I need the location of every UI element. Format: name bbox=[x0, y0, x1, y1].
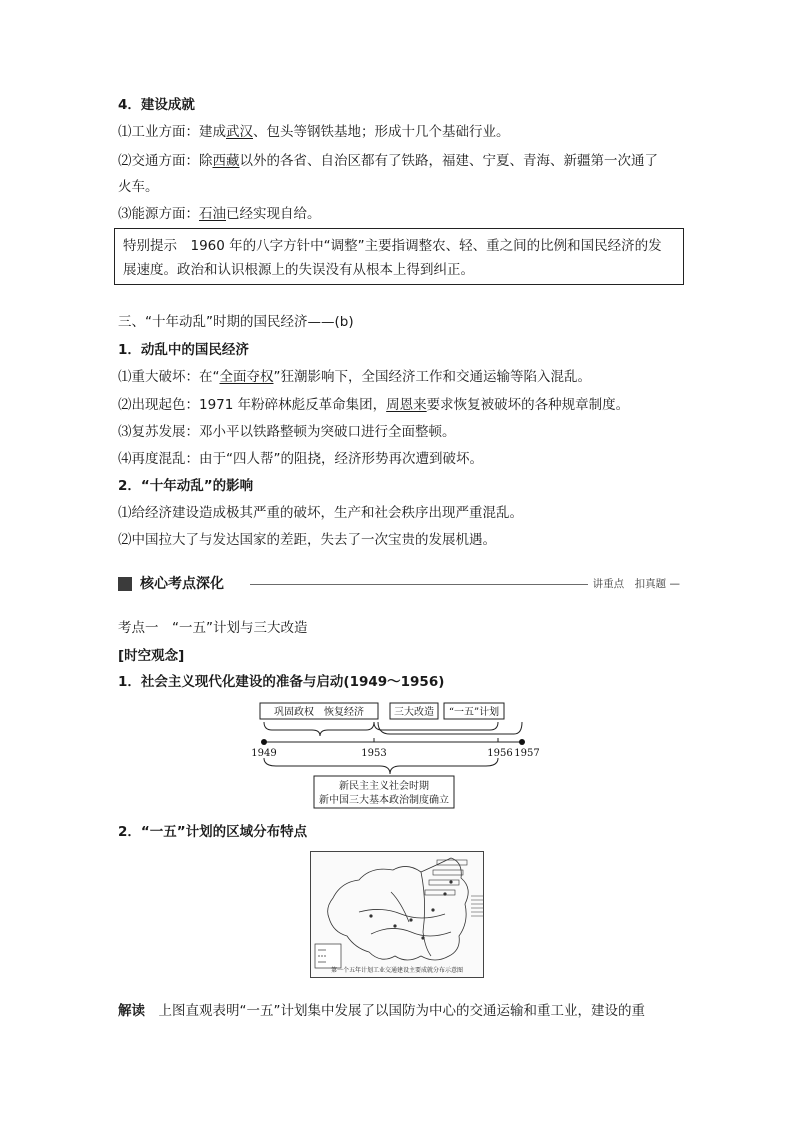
map-railway-2 bbox=[371, 928, 451, 936]
map-caption: 第一个五年计划工业交通建设主要成就分布示意图 bbox=[330, 967, 463, 974]
year-1949: 1949 bbox=[251, 748, 277, 759]
figure-heading: 2．“一五”计划的区域分布特点 bbox=[118, 824, 308, 840]
tip-line-1: 特别提示 1960 年的八字方针中“调整”主要指调整农、轻、重之间的比例和国民经济的发 bbox=[123, 238, 662, 254]
list-item: ⑴工业方面：建成武汉、包头等钢铁基地；形成十几个基础行业。 bbox=[118, 124, 510, 140]
dot-1957 bbox=[519, 739, 525, 745]
map-city-dot bbox=[393, 924, 396, 927]
core-section-title: 核心考点深化 bbox=[140, 576, 224, 592]
map-label-box bbox=[433, 870, 463, 875]
square-icon bbox=[118, 577, 132, 591]
reading-paragraph: 解读 上图直观表明“一五”计划集中发展了以国防为中心的交通运输和重工业，建设的重 bbox=[118, 1003, 645, 1019]
divider bbox=[250, 584, 588, 585]
part-heading: 三、“十年动乱”时期的国民经济——(b) bbox=[118, 314, 354, 330]
map-city-dot bbox=[449, 880, 452, 883]
timeline-bottom-line-2: 新中国三大基本政治制度确立 bbox=[319, 795, 449, 806]
list-item: ⑵交通方面：除西藏以外的各省、自治区都有了铁路，福建、宁夏、青海、新疆第一次通了 bbox=[118, 153, 658, 169]
timeline-label-first-five-year-plan: “一五”计划 bbox=[448, 707, 500, 718]
tip-line-2: 展速度。政治和认识根源上的失误没有从根本上得到纠正。 bbox=[123, 262, 474, 278]
core-section-tagline: 讲重点 扣真题 — bbox=[592, 578, 680, 590]
timeline-bottom-line-1: 新民主主义社会时期 bbox=[339, 781, 429, 792]
list-item: ⑶复苏发展：邓小平以铁路整顿为突破口进行全面整顿。 bbox=[118, 424, 456, 440]
map-label-box bbox=[429, 880, 459, 885]
year-1953: 1953 bbox=[361, 748, 387, 759]
map-river bbox=[391, 892, 409, 922]
dot-1949 bbox=[261, 739, 267, 745]
timeline-label-consolidate: 巩固政权 恢复经济 bbox=[274, 707, 364, 718]
special-tip-box bbox=[114, 228, 684, 285]
list-item: ⑴给经济建设造成极其严重的破坏，生产和社会秩序出现严重混乱。 bbox=[118, 505, 523, 521]
list-item: ⑵中国拉大了与发达国家的差距，失去了一次宝贵的发展机遇。 bbox=[118, 532, 496, 548]
concept-label: [时空观念] bbox=[118, 648, 185, 664]
exam-point-title: 考点一 “一五”计划与三大改造 bbox=[118, 620, 308, 636]
brace-1949-1953 bbox=[264, 722, 374, 736]
core-section-header bbox=[118, 574, 680, 594]
map-city-dot bbox=[421, 936, 424, 939]
map-city-dot bbox=[431, 908, 434, 911]
sub-heading: 2．“十年动乱”的影响 bbox=[118, 478, 254, 494]
list-item: ⑷再度混乱：由于“四人帮”的阻挠，经济形势再次遭到破坏。 bbox=[118, 451, 483, 467]
year-1956: 1956 bbox=[487, 748, 513, 759]
map-city-dot bbox=[443, 892, 446, 895]
year-1957: 1957 bbox=[514, 748, 540, 759]
map-figure bbox=[310, 851, 484, 978]
list-item-continuation: 火车。 bbox=[118, 179, 159, 195]
map-outline bbox=[328, 858, 469, 960]
map-city-dot bbox=[369, 914, 372, 917]
section-heading: 4．建设成就 bbox=[118, 97, 195, 113]
brace-1953-1956 bbox=[374, 722, 498, 730]
timeline-diagram bbox=[250, 700, 540, 812]
brace-bottom bbox=[264, 758, 498, 774]
map-railway-3 bbox=[421, 872, 431, 956]
list-item: ⑶能源方面：石油已经实现自给。 bbox=[118, 206, 321, 222]
timeline-label-three-transformations: 三大改造 bbox=[394, 707, 434, 718]
china-map-illustration bbox=[311, 852, 484, 978]
sub-heading: 1．动乱中的国民经济 bbox=[118, 342, 249, 358]
figure-heading: 1．社会主义现代化建设的准备与启动(1949～1956) bbox=[118, 674, 445, 690]
map-city-dot bbox=[409, 918, 412, 921]
list-item: ⑴重大破坏：在“全面夺权”狂潮影响下，全国经济工作和交通运输等陷入混乱。 bbox=[118, 369, 591, 385]
list-item: ⑵出现起色：1971 年粉碎林彪反革命集团，周恩来要求恢复被破坏的各种规章制度。 bbox=[118, 397, 630, 413]
brace-1953-1957 bbox=[378, 722, 522, 734]
map-label-box bbox=[425, 890, 455, 895]
